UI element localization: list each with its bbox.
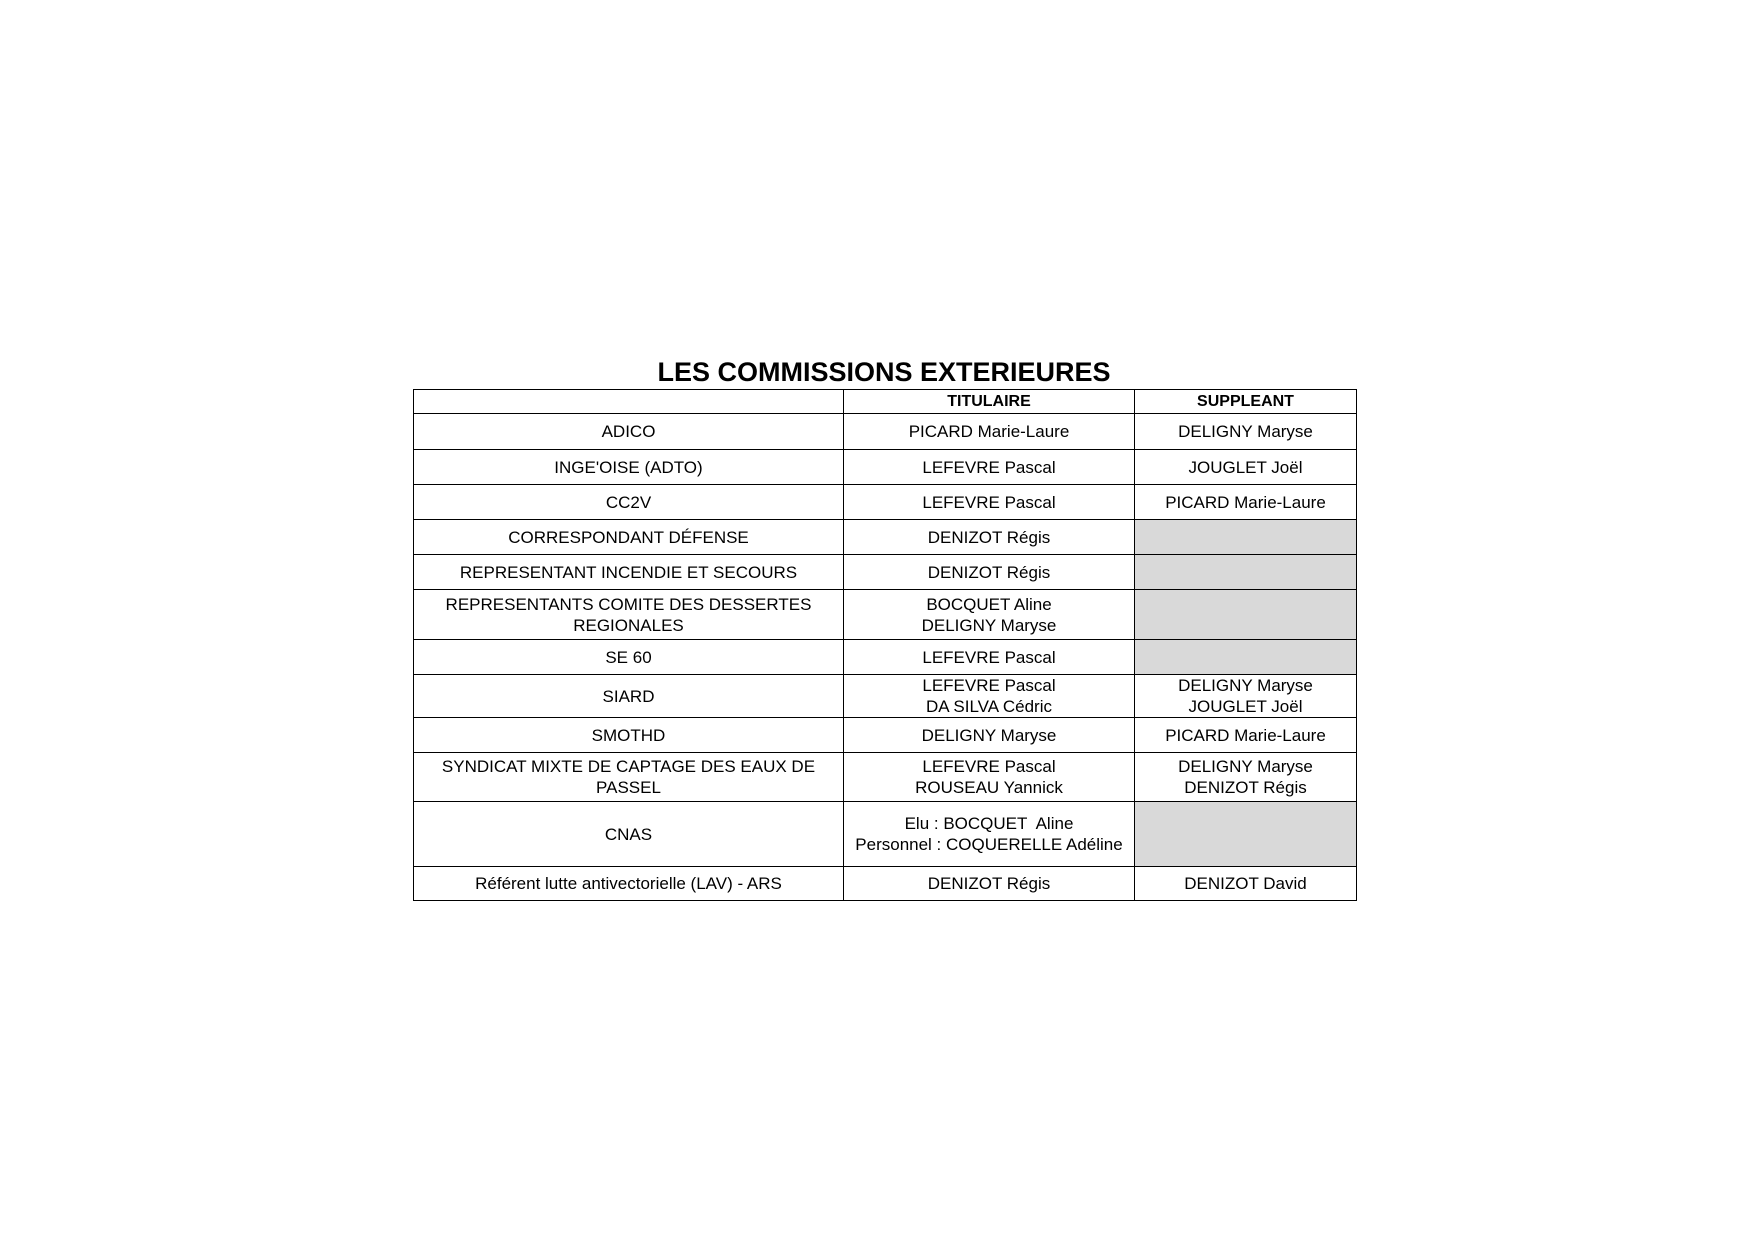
commission-cell <box>414 414 844 450</box>
commission-cell <box>414 640 844 675</box>
titulaire-cell <box>844 485 1135 520</box>
suppleant-cell-empty <box>1135 590 1357 640</box>
commission-name: SIARD <box>602 686 655 706</box>
suppleant-name: PICARD Marie-Laure <box>1165 492 1326 512</box>
titulaire-cell <box>844 450 1135 485</box>
suppleant-name: DENIZOT Régis <box>1184 778 1307 797</box>
suppleant-cell-empty <box>1135 802 1357 867</box>
commission-name: SE 60 <box>605 647 652 667</box>
titulaire-cell <box>844 802 1135 867</box>
commission-cell <box>414 867 844 901</box>
titulaire-name: LEFEVRE Pascal <box>922 457 1056 477</box>
commission-name: CNAS <box>604 824 653 844</box>
table-row <box>414 555 1357 590</box>
header-suppleant: SUPPLEANT <box>1135 390 1357 414</box>
titulaire-cell <box>844 555 1135 590</box>
titulaire-name: LEFEVRE Pascal <box>922 676 1056 695</box>
commissions-table <box>413 389 1357 901</box>
table-row <box>414 450 1357 485</box>
titulaire-name: DENIZOT Régis <box>927 562 1051 582</box>
table-row <box>414 753 1357 802</box>
commission-cell <box>414 520 844 555</box>
table-header-row <box>414 390 1357 414</box>
header-titulaire: TITULAIRE <box>844 390 1135 414</box>
titulaire-name: BOCQUET Aline <box>926 594 1052 614</box>
titulaire-cell <box>844 414 1135 450</box>
commission-cell <box>414 590 844 640</box>
table-row <box>414 675 1357 718</box>
commission-cell <box>414 753 844 802</box>
titulaire-name: DELIGNY Maryse <box>921 615 1057 635</box>
titulaire-name: DENIZOT Régis <box>927 527 1051 547</box>
commission-name: SMOTHD <box>591 725 666 745</box>
suppleant-name: DELIGNY Maryse <box>1178 757 1313 776</box>
titulaire-name: Personnel : COQUERELLE Adéline <box>855 835 1123 854</box>
titulaire-name: DENIZOT Régis <box>927 874 1051 893</box>
suppleant-cell <box>1135 867 1357 901</box>
commission-name: Référent lutte antivectorielle (LAV) - ARS <box>475 874 782 893</box>
titulaire-cell <box>844 867 1135 901</box>
suppleant-cell <box>1135 718 1357 753</box>
commission-name: REPRESENTANTS COMITE DES DESSERTES <box>445 594 812 614</box>
suppleant-cell-empty <box>1135 640 1357 675</box>
suppleant-name: DELIGNY Maryse <box>1178 676 1313 695</box>
titulaire-name: ROUSEAU Yannick <box>915 778 1063 797</box>
commission-name: REGIONALES <box>573 615 684 635</box>
suppleant-name: JOUGLET Joël <box>1188 457 1303 477</box>
commission-name: INGE'OISE (ADTO) <box>554 457 703 477</box>
commission-name: SYNDICAT MIXTE DE CAPTAGE DES EAUX DE <box>441 757 816 776</box>
commission-name: REPRESENTANT INCENDIE ET SECOURS <box>459 562 798 582</box>
header-commission <box>414 390 844 414</box>
suppleant-cell-empty <box>1135 555 1357 590</box>
titulaire-name: Elu : BOCQUET Aline <box>904 814 1074 833</box>
suppleant-name: DELIGNY Maryse <box>1178 422 1313 441</box>
table-row <box>414 520 1357 555</box>
commission-cell <box>414 555 844 590</box>
titulaire-name: PICARD Marie-Laure <box>908 422 1070 441</box>
commission-cell <box>414 450 844 485</box>
suppleant-name: JOUGLET Joël <box>1188 697 1303 716</box>
table-row <box>414 718 1357 753</box>
titulaire-cell <box>844 590 1135 640</box>
commission-name: CC2V <box>605 492 652 512</box>
commission-cell <box>414 718 844 753</box>
commission-cell <box>414 802 844 867</box>
table-row <box>414 640 1357 675</box>
titulaire-name: DELIGNY Maryse <box>921 725 1057 745</box>
page-title: LES COMMISSIONS EXTERIEURES <box>657 357 1111 387</box>
suppleant-cell <box>1135 450 1357 485</box>
table-row <box>414 802 1357 867</box>
suppleant-cell <box>1135 414 1357 450</box>
titulaire-cell <box>844 520 1135 555</box>
suppleant-cell <box>1135 753 1357 802</box>
table-row <box>414 414 1357 450</box>
suppleant-name: PICARD Marie-Laure <box>1165 725 1326 745</box>
commission-cell <box>414 485 844 520</box>
commission-name: CORRESPONDANT DÉFENSE <box>508 527 749 547</box>
titulaire-cell <box>844 640 1135 675</box>
table-row <box>414 590 1357 640</box>
titulaire-cell <box>844 718 1135 753</box>
titulaire-name: LEFEVRE Pascal <box>922 647 1056 667</box>
commission-cell <box>414 675 844 718</box>
commission-name: PASSEL <box>596 778 661 797</box>
titulaire-name: LEFEVRE Pascal <box>922 492 1056 512</box>
table-row <box>414 867 1357 901</box>
commission-name: ADICO <box>601 422 656 441</box>
suppleant-cell-empty <box>1135 520 1357 555</box>
titulaire-name: DA SILVA Cédric <box>926 697 1052 716</box>
table-row <box>414 485 1357 520</box>
suppleant-name: DENIZOT David <box>1184 874 1307 893</box>
suppleant-cell <box>1135 675 1357 718</box>
titulaire-name: LEFEVRE Pascal <box>922 757 1056 776</box>
titulaire-cell <box>844 753 1135 802</box>
titulaire-cell <box>844 675 1135 718</box>
suppleant-cell <box>1135 485 1357 520</box>
